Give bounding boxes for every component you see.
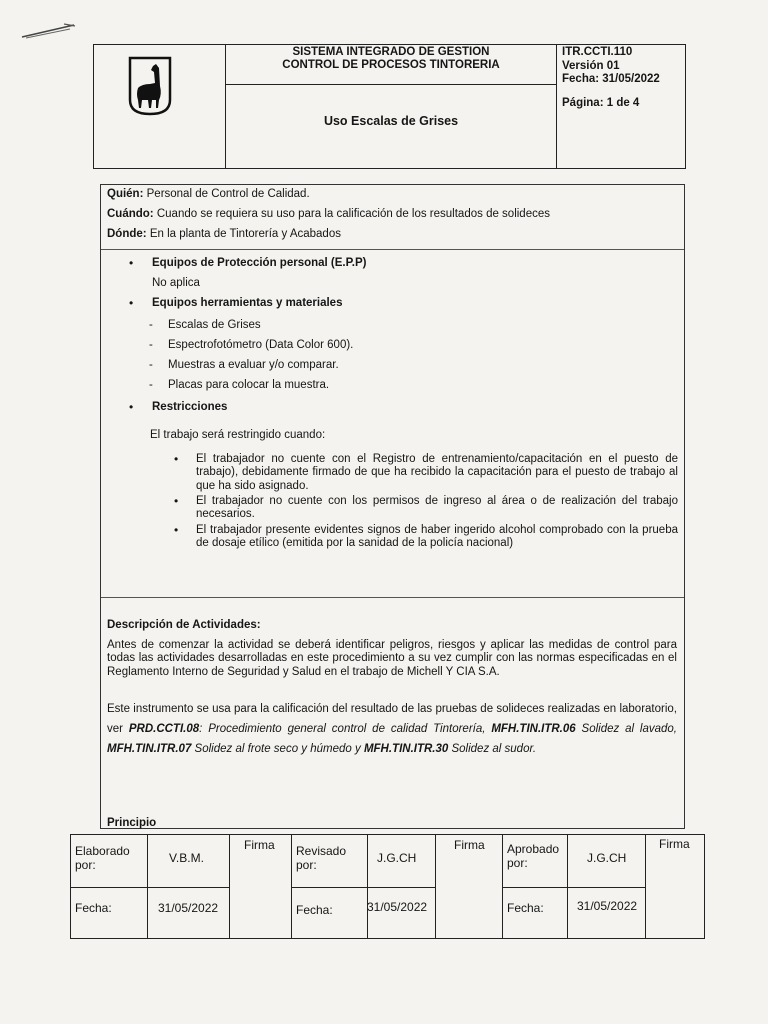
fecha-label: Fecha: [75, 901, 112, 915]
dash-icon: - [149, 339, 153, 351]
tool-item: Muestras a evaluar y/o comparar. [168, 359, 339, 371]
activities-paragraph-1: Antes de comenzar la actividad se deberá identificar peligros, riesgos y aplicar las medidas de control para todas las actividades desarrolladas en este procedimiento a su vez cumplir con las normas especificadas en el Reglamento Interno de Seguridad y Salud en el trabajo de Michell Y CIA S.A. [107, 639, 677, 678]
fecha-value: 31/05/2022 [367, 900, 428, 914]
elaborado-value: V.B.M. [169, 851, 204, 865]
who-row [107, 187, 310, 201]
where-row [107, 227, 341, 241]
when-label: Cuándo: [107, 208, 154, 220]
restrictions-title: Restricciones [152, 401, 228, 413]
fecha-label: Fecha: [507, 901, 544, 915]
revisado-label: Revisado por: [296, 844, 347, 872]
bullet-icon: • [129, 296, 134, 310]
reference-link: PRD.CCTI.08 [128, 723, 200, 735]
aprobado-label: Aprobado por: [507, 842, 560, 870]
bullet-icon: • [174, 494, 179, 508]
bullet-icon: • [129, 256, 134, 270]
who-value: Personal de Control de Calidad. [146, 188, 310, 200]
reference-link: MFH.TIN.ITR.30 [363, 743, 449, 755]
dash-icon: - [149, 379, 153, 391]
restriction-item: El trabajador no cuente con el Registro de entrenamiento/capacitación en el puesto de trabajo), debidamente firmado de que ha recibido la capacitación para el puesto de trabajo al que ha sido asignado. [196, 453, 678, 492]
document-version: Versión 01 [562, 59, 620, 72]
activities-title: Descripción de Actividades: [107, 619, 261, 631]
firma-label: Firma [244, 838, 275, 852]
bullet-icon: • [174, 523, 179, 537]
dash-icon: - [149, 359, 153, 371]
who-label: Quién: [107, 188, 144, 200]
fecha-value: 31/05/2022 [158, 901, 219, 915]
bullet-icon: • [129, 400, 134, 414]
epp-title: Equipos de Protección personal (E.P.P) [152, 257, 367, 269]
fecha-label: Fecha: [296, 903, 333, 917]
bullet-icon: • [174, 452, 179, 466]
company-logo-icon [128, 56, 172, 116]
activities-paragraph-2: Este instrumento se usa para la calificación del resultado de las pruebas de solideces realizadas en laboratorio, ver PRD.CCTI.08: Procedimiento general control de calidad Tintorería, MFH.TIN.ITR.06 Solidez al lavado, MFH.TIN.ITR.07 Solidez al frote seco y húmedo y MFH.TIN.ITR.30 Solidez al sudor. [107, 703, 677, 755]
system-name: SISTEMA INTEGRADO DE GESTION CONTROL DE PROCESOS TINTORERIA [282, 46, 500, 71]
when-value: Cuando se requiera su uso para la calificación de los resultados de solideces [156, 208, 550, 220]
firma-label: Firma [659, 837, 690, 851]
aprobado-value: J.G.CH [587, 851, 627, 865]
epp-value: No aplica [152, 277, 200, 289]
document-code: ITR.CCTI.110 [562, 46, 633, 58]
restriction-item: El trabajador presente evidentes signos de haber ingerido alcohol comprobado con la prueba de dosaje etílico (emitida por la sanidad de la policía nacional) [196, 524, 678, 550]
where-label: Dónde: [107, 228, 147, 240]
tool-item: Escalas de Grises [168, 319, 261, 331]
page-number: Página: 1 de 4 [562, 97, 640, 109]
restriction-item: El trabajador no cuente con los permisos de ingreso al área o de realización del trabajo necesarios. [196, 495, 678, 521]
fecha-value: 31/05/2022 [577, 899, 638, 913]
revisado-value: J.G.CH [377, 851, 417, 865]
approval-table [70, 834, 705, 939]
where-value: En la planta de Tintorería y Acabados [149, 228, 341, 240]
dash-icon: - [149, 319, 153, 331]
document-date: Fecha: 31/05/2022 [562, 73, 660, 85]
tool-item: Espectrofotómetro (Data Color 600). [168, 339, 354, 351]
restrictions-intro: El trabajo será restringido cuando: [150, 429, 326, 441]
when-row [107, 207, 550, 221]
tools-title: Equipos herramientas y materiales [152, 297, 343, 309]
reference-link: MFH.TIN.ITR.07 [107, 743, 192, 755]
principle-heading: Principio [107, 817, 157, 829]
tool-item: Placas para colocar la muestra. [168, 379, 330, 391]
pen-mark-icon [20, 22, 76, 40]
document-title: Uso Escalas de Grises [323, 114, 459, 128]
elaborado-label: Elaborado por: [75, 844, 130, 872]
firma-label: Firma [454, 838, 485, 852]
reference-link: MFH.TIN.ITR.06 [491, 723, 576, 735]
document-code-block [562, 46, 660, 87]
